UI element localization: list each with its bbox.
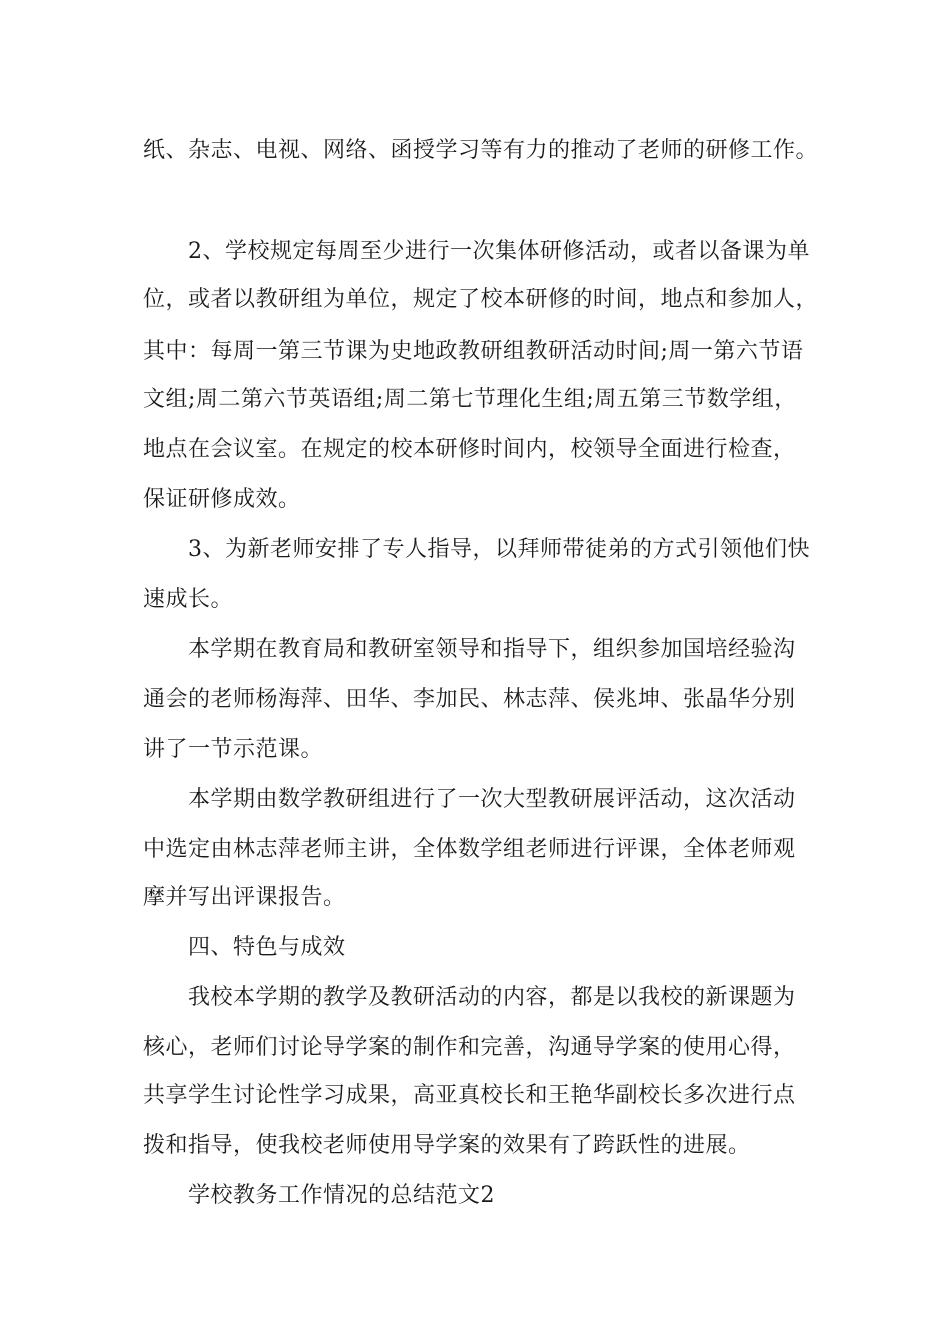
paragraph-2-line: 其中：每周一第三节课为史地政教研组教研活动时间;周一第六节语 [143, 339, 804, 364]
paragraph-features-line: 共享学生讨论性学习成果，高亚真校长和王艳华副校长多次进行点 [143, 1083, 796, 1108]
paragraph-math-group-line: 摩并写出评课报告。 [143, 885, 346, 910]
paragraph-demo-class-line: 通会的老师杨海萍、田华、李加民、林志萍、侯兆坤、张晶华分别 [143, 687, 796, 712]
paragraph-features-line: 我校本学期的教学及教研活动的内容，都是以我校的新课题为 [188, 985, 796, 1010]
section-heading: 四、特色与成效 [188, 935, 346, 960]
paragraph-demo-class-line: 讲了一节示范课。 [143, 737, 324, 762]
paragraph-features-line: 拨和指导，使我校老师使用导学案的效果有了跨跃性的进展。 [143, 1133, 751, 1158]
paragraph-demo-class-line: 本学期在教育局和教研室领导和指导下，组织参加国培经验沟 [188, 637, 796, 662]
paragraph-3-line: 速成长。 [143, 587, 234, 612]
paragraph-math-group-line: 中选定由林志萍老师主讲，全体数学组老师进行评课，全体老师观 [143, 837, 796, 862]
paragraph-math-group-line: 本学期由数学教研组进行了一次大型教研展评活动，这次活动 [188, 787, 796, 812]
paragraph-2-line: 2、学校规定每周至少进行一次集体研修活动，或者以备课为单 [188, 239, 810, 264]
paragraph-2-line: 保证研修成效。 [143, 487, 301, 512]
paragraph-2-line: 文组;周二第六节英语组;周二第七节理化生组;周五第三节数学组， [143, 387, 797, 412]
next-section-title: 学校教务工作情况的总结范文2 [188, 1183, 495, 1208]
paragraph-2-line: 地点在会议室。在规定的校本研修时间内，校领导全面进行检查， [143, 437, 796, 462]
paragraph-features-line: 核心，老师们讨论导学案的制作和完善，沟通导学案的使用心得， [143, 1035, 796, 1060]
paragraph-3-line: 3、为新老师安排了专人指导，以拜师带徒弟的方式引领他们快 [188, 537, 810, 562]
paragraph-2-line: 位，或者以教研组为单位，规定了校本研修的时间，地点和参加人， [143, 287, 819, 312]
text-line: 纸、杂志、电视、网络、函授学习等有力的推动了老师的研修工作。 [143, 138, 819, 163]
